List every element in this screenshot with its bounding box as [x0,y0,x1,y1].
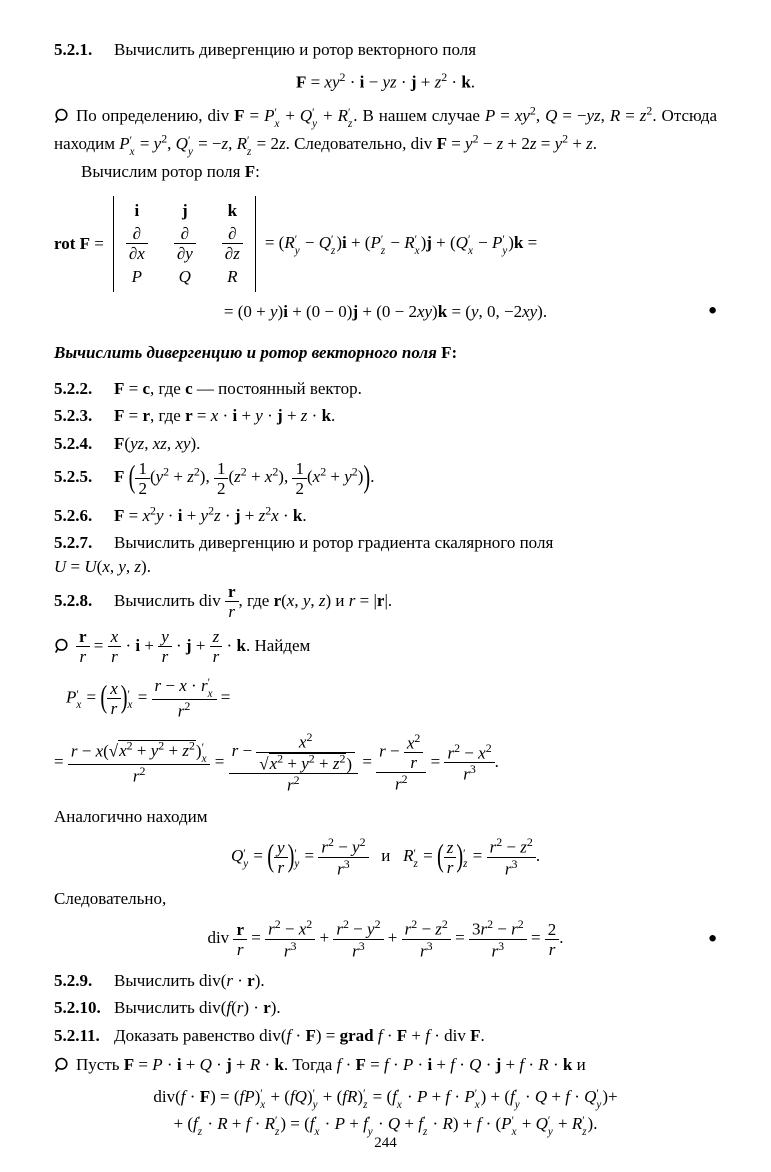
rot-lhs: rot F = [54,234,104,254]
problem-5-2-3-text: F = r, где r = x · i + y · j + z · k. [114,406,336,426]
problem-5-2-1-text: Вычислить дивергенцию и ротор векторного поля [114,40,477,59]
det-cell-j: j [181,200,188,220]
solution-start-icon [54,107,69,130]
px-derivation-line-1: P ′ x = ( $\frac{x}{r}$ ) ′ x = r − x · r ′ x $r^2$ = [66,676,231,721]
problem-5-2-11 [54,1024,717,1047]
det-cell-i: i [134,200,140,220]
problem-5-2-2 [54,377,717,400]
div-total-equation [54,918,717,960]
problem-5-2-4-number: 5.2.4. [54,433,93,453]
problem-5-2-8 [54,582,717,621]
problem-5-2-6 [54,502,717,527]
problem-5-2-11-number: 5.2.11. [54,1025,100,1045]
problem-5-2-10 [54,996,717,1019]
problem-5-2-9-number: 5.2.9. [54,970,93,990]
problem-5-2-11-text: Доказать равенство div(f · F) = grad f · F + f · div F. [114,1025,485,1045]
determinant-matrix [113,196,256,292]
problem-5-2-3-number: 5.2.3. [54,406,93,426]
problem-5-2-9-text: Вычислить div(r · r). [114,970,265,990]
problem-5-2-6-number: 5.2.6. [54,505,93,525]
problem-5-2-1 [54,38,717,61]
problem-5-2-5-number: 5.2.5. [54,467,93,487]
problem-5-2-7-number: 5.2.7. [54,533,93,553]
final-equation-line-2: + (f ′ z · R + f · R ′ z ) = (f ′ x · P + f ′ y · Q + f ′ z · R) + f · (P ′ x + Q ′ y + R ′ z ). [173,1114,598,1138]
problem-5-2-7-text: Вычислить дивергенцию и ротор градиента скалярного поля U = U(x, y, z). [54,533,554,576]
sled-text: Следовательно, [54,888,167,908]
problem-5-2-8-text: Вычислить div $\frac{r}{r}$ , где r(x, y, z) и r = |r|. [114,582,393,622]
problem-5-2-5 [54,459,717,498]
det-cell-ddx: $\frac{\partial}{\partial x}$ [126,224,148,263]
rot-equation-line-2 [54,300,717,323]
solution-5-2-11-intro [54,1053,717,1079]
problem-5-2-8-number: 5.2.8. [54,590,93,610]
rot-result: = (0 + y)i + (0 − 0)j + (0 − 2xy)k = (y, 0, −2xy). [223,301,548,321]
analog-text: Аналогично находим [54,806,208,826]
solution-5-2-1-note: Вычислим ротор поля F: [81,162,260,182]
problem-5-2-2-text: F = c, где c — постоянный вектор. [114,378,362,398]
solution-start-icon [54,1056,69,1079]
solution-end-icon: ● [707,303,717,320]
field-definition-formula: $F = xy^2 \cdot i$ − yz · $j + z^2 \cdot k$. [295,70,476,93]
rot-equation-line-1 [54,196,717,292]
qy-rz-equation: Q ′ y = ( $\frac{y}{r}$ ) ′ y = $\frac{r^2 - y^2}{r^3}$ и R ′ z = ( $\frac{z}{r}$ ) ′ z = $\frac{r^2 - z^2}{r^3}$ . [230,835,541,879]
det-cell-ddz: $\frac{\partial}{\partial z}$ [222,224,243,263]
solution-5-2-1-paragraph [54,103,717,158]
problem-5-2-2-number: 5.2.2. [54,378,93,398]
det-cell-Q: Q [178,267,191,287]
problem-5-2-3 [54,404,717,427]
problem-5-2-5-text: F ( $\frac{1}{2}$ $(y^2 + z^2)$, $\frac{1}{2}$ $(z^2 + x^2)$, $\frac{1}{2}$ $(x^2 + y^2)$). [114,459,375,499]
problem-5-2-10-text: Вычислить div(f(r) · r). [114,998,281,1018]
problem-5-2-4-text: F(yz, xz, xy). [114,433,201,453]
solution-5-2-8-intro-text: $\frac{r}{r}$ = $\frac{x}{r}$ · i + $\frac{y}{r}$ · j + $\frac{z}{r}$ · k. Найдем [76,636,310,655]
px-derivation-line-2: = $r - x(√x^2 + y^2 + z^2)$ ′ x $r^2$ = r − $\frac{x^2}{√x^2 + y^2 + z^2)}$ $r^2$ = r − $\frac{x^2}{r}$ $r^2$ = $\frac{r^2 - x^2}{r^3}$ . [54,729,499,795]
solution-5-2-8-intro [54,627,717,666]
div-total-formula: div $\frac{r}{r}$ = $\frac{r^2 - x^2}{r^3}$ + $\frac{r^2 - y^2}{r^3}$ + $\frac{r^2 - z^2}{r^3}$ = $\frac{3r^2 - r^2}{r^3}$ = $\frac{2}{r}$ . [207,917,564,961]
problem-5-2-9 [54,969,717,992]
solution-5-2-1-text: По определению, div F = P ′ x + Q ′ y + R ′ z . В нашем случае $P = xy^2$, Q = −yz, $R = z^2$. Отсюда находим P ′ x = $y^2$, Q ′ y = −z, R ′ z = 2z. Следовательно, div $F = y^2 - z + 2z = y^2 + z$. [54,103,718,158]
problem-5-2-1-number: 5.2.1. [54,40,93,59]
final-equation-line-1: div(f · F) = (fP) ′ x + (fQ) ′ y + (fR) ′ z = (f ′ x · P + f · P ′ x ) + (f ′ y · Q + f · Q ′ y )+ [153,1087,618,1111]
solution-start-icon [54,637,69,660]
problem-5-2-7 [54,531,717,578]
section-heading: Вычислить дивергенцию и ротор векторного поля F: [54,343,458,363]
problem-5-2-4 [54,432,717,455]
det-cell-P: P [131,267,143,287]
solution-end-icon: ● [707,931,717,948]
problem-5-2-10-number: 5.2.10. [54,998,101,1018]
det-cell-k: k [227,200,238,220]
rot-rhs: = (R ′ y − Q ′ z )i + (P ′ z − R ′ x )j + (Q ′ x − P ′ y )k = [264,233,538,257]
det-cell-ddy: $\frac{\partial}{\partial y}$ [174,224,196,263]
det-cell-R: R [227,267,238,287]
solution-5-2-11-intro-text: Пусть F = P · i + Q · j + R · k. Тогда f · F = f · P · i + f · Q · j + f · R · k и [76,1054,586,1074]
problem-5-2-6-text: $F = x^2y \cdot i + y^2z \cdot j + z^2x \cdot k$. [114,503,307,525]
page-number: 244 [374,1135,397,1152]
